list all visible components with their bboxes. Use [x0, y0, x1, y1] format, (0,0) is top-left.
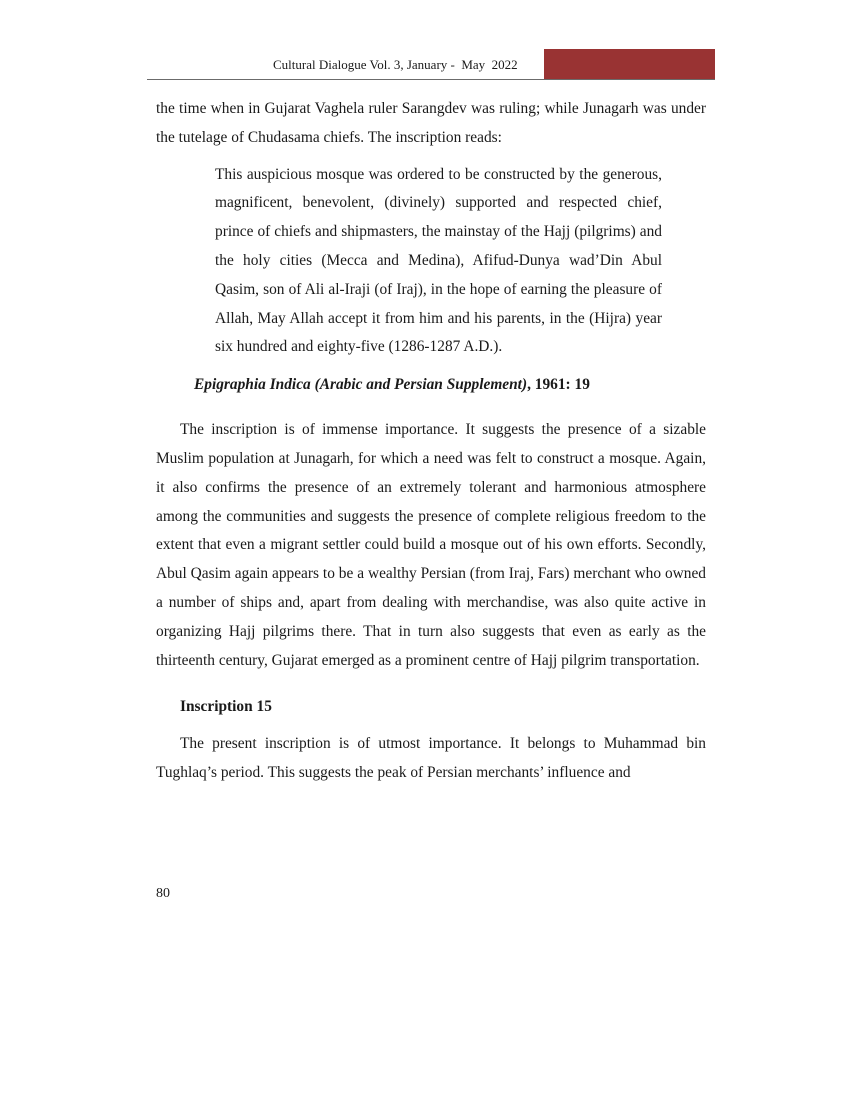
- citation-title: Epigraphia Indica (Arabic and Persian Supplement): [194, 376, 528, 394]
- page-body: [156, 95, 706, 788]
- running-header: [147, 49, 715, 80]
- section-heading: Inscription 15: [180, 698, 272, 716]
- inscription-quote: This auspicious mosque was ordered to be constructed by the generous, magnificent, benevolent, (divinely) supported and respected chief, prince of chiefs and shipmasters, the mainstay of the Hajj (pilgrims) and the holy cities (Mecca and Medina), Afifud-Dunya wad’Din Abul Qasim, son of Ali al-Iraji (of Iraj), in the hope of earning the pleasure of Allah, May Allah accept it from him and his parents, in the (Hijra) year six hundred and eighty-five (1286-1287 A.D.).: [215, 165, 662, 356]
- journal-title: Cultural Dialogue Vol. 3, January - May 2022: [273, 57, 518, 72]
- body-paragraph-continued: The present inscription is of utmost importance. It belongs to Muhammad bin Tughlaq’s period. This suggests the peak of Persian merchants’ influence and: [156, 735, 706, 782]
- body-paragraph: The inscription is of immense importance. It suggests the presence of a sizable Muslim population at Junagarh, for which a need was felt to construct a mosque. Again, it also confirms the presence of an extremely tolerant and harmonious atmosphere among the communities and suggests the presence of complete religious freedom to the extent that even a migrant settler could build a mosque out of his own efforts. Secondly, Abul Qasim again appears to be a wealthy Persian (from Iraj, Fars) merchant who owned a number of ships and, apart from dealing with merchandise, was also quite active in organizing Hajj pilgrims there. That in turn also suggests that even as early as the thirteenth century, Gujarat emerged as a prominent centre of Hajj pilgrim transportation.: [156, 421, 706, 669]
- citation-year: , 1961: 19: [527, 376, 590, 394]
- header-accent-bar: [544, 49, 715, 79]
- intro-paragraph: the time when in Gujarat Vaghela ruler Sarangdev was ruling; while Junagarh was under the tutelage of Chudasama chiefs. The inscription reads:: [156, 100, 706, 146]
- header-rule: [147, 79, 715, 80]
- page-number: 80: [156, 886, 170, 901]
- quote-citation: [194, 371, 706, 399]
